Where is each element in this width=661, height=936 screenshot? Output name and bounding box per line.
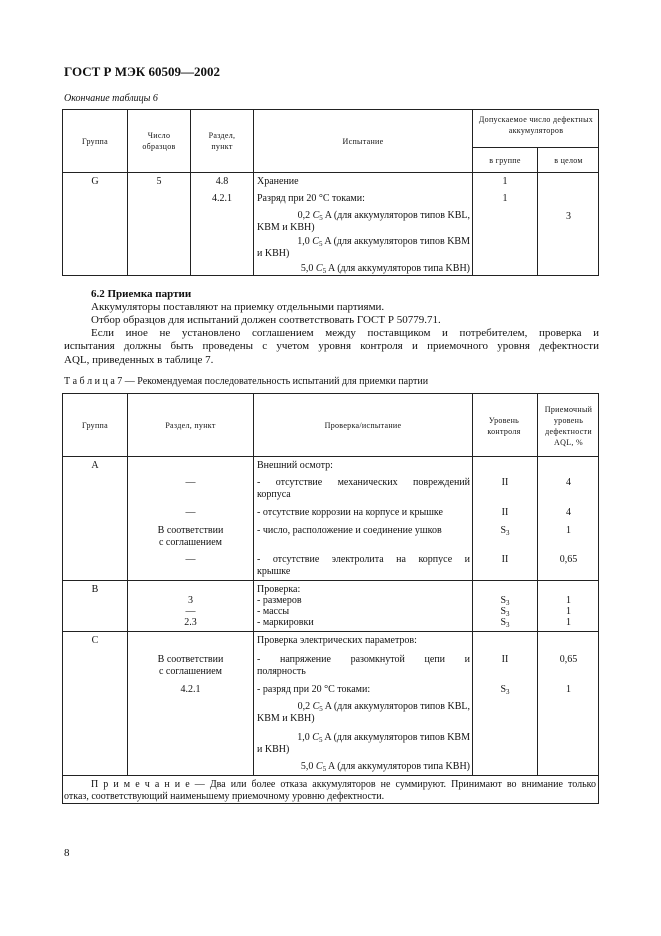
t7-b2-level: $S_3$: [500, 606, 510, 618]
t7-b2-section: —: [185, 606, 196, 617]
t7-group-a: A: [91, 460, 99, 471]
t6-header-allowed: Допускаемое число дефектных аккумуляторов: [478, 115, 594, 135]
t7-c4-text-cont: и KBH): [257, 744, 290, 755]
t6-header-group: Группа: [82, 137, 108, 146]
t7-note-cont: отказ, соответствующий наименьшему приемочному уровню дефектности.: [64, 791, 385, 802]
t7-a1-aql: 4: [566, 477, 571, 488]
t7-c1-text: - напряжение разомкнутой цепи и: [257, 654, 470, 665]
t7-a1-text: - отсутствие механических повреждений: [257, 477, 470, 488]
t7-b1-level: $S_3$: [500, 595, 510, 607]
t7-a2-section: —: [185, 507, 196, 518]
t7-b1-aql: 1: [566, 595, 571, 606]
t7-a4-aql: 0,65: [559, 554, 578, 565]
t7-b3-text: - маркировки: [257, 617, 314, 628]
t6-count: 5: [156, 176, 162, 187]
t7-c2-level: $S_3$: [500, 684, 510, 696]
t6-in-group-1: 1: [502, 176, 508, 187]
t7-c1-level: II: [501, 654, 509, 665]
t7-note: П р и м е ч а н и е — Два или более отказа аккумуляторов не суммируют. Принимают во внимание только: [91, 779, 596, 790]
t6-header-count: Число образцов: [142, 131, 176, 151]
t7-c2-section: 4.2.1: [180, 684, 201, 695]
t6-test-02-cont: KBM и KBH): [257, 222, 315, 233]
paragraph-3-line-2: испытания должны быть проведены с учетом уровня контроля и приемочного уровня дефектности: [64, 340, 599, 352]
document-header: ГОСТ Р МЭК 60509—2002: [64, 64, 220, 79]
t7-c1-section-cont: с соглашением: [158, 666, 222, 677]
t7-b2-aql: 1: [566, 606, 571, 617]
t7-b3-level: $S_3$: [500, 617, 510, 629]
t7-a2-text: - отсутствие коррозии на корпусе и крышке: [257, 507, 443, 518]
page-number: 8: [64, 847, 70, 859]
table7-caption: Т а б л и ц а 7 — Рекомендуемая последовательность испытаний для приемки партии: [64, 376, 429, 387]
t6-test-discharge: Разряд при 20 °С токами:: [257, 193, 365, 204]
t6-test-10-cont: и KBH): [257, 248, 290, 259]
t7-a4-level: II: [501, 554, 509, 565]
t7-a1-section: —: [185, 477, 196, 488]
t7-a4-text: - отсутствие электролита на корпусе и: [257, 554, 470, 565]
t6-group: G: [91, 176, 99, 187]
paragraph-2: Отбор образцов для испытаний должен соответствовать ГОСТ Р 50779.71.: [91, 314, 441, 326]
t7-header-aql: Приемочный уровень дефектности AQL, %: [544, 405, 593, 447]
t7-c3-text: 0,2 $C_5$ A (для аккумуляторов типов KBL,: [297, 701, 470, 713]
t6-total: 3: [566, 211, 571, 222]
t7-a2-level: II: [501, 507, 509, 518]
t7-a4-section: —: [185, 554, 196, 565]
t7-b1-section: 3: [188, 595, 193, 606]
t6-test-50: 5,0 $C_5$ A (для аккумуляторов типа KBH): [300, 263, 470, 275]
t7-a-title: Внешний осмотр:: [257, 460, 333, 471]
t7-b-title: Проверка:: [257, 584, 301, 595]
t7-c1-text-cont: полярность: [257, 666, 306, 677]
t7-header-section: Раздел, пункт: [165, 421, 216, 430]
t7-c1-aql: 0,65: [559, 654, 578, 665]
t7-b3-aql: 1: [566, 617, 571, 628]
t7-header-group: Группа: [82, 421, 108, 430]
t7-a2-aql: 4: [566, 507, 571, 518]
table6-caption: Окончание таблицы 6: [64, 93, 158, 104]
t7-c3-text-cont: KBM и KBH): [257, 713, 315, 724]
t7-group-c: C: [91, 635, 99, 646]
t6-section-2: 4.2.1: [212, 193, 232, 204]
t7-b2-text: - массы: [257, 606, 290, 617]
t7-a3-section-cont: с соглашением: [158, 537, 222, 548]
t6-header-total: в целом: [554, 156, 583, 165]
t6-test-storage: Хранение: [257, 176, 299, 187]
t7-a3-text: - число, расположение и соединение ушков: [257, 525, 442, 536]
t7-b3-section: 2.3: [184, 617, 197, 628]
t6-section-1: 4.8: [215, 176, 229, 187]
t7-c5-text: 5,0 $C_5$ A (для аккумуляторов типа KBH): [300, 761, 470, 773]
t6-in-group-2: 1: [502, 193, 508, 204]
paragraph-3-line-3: AQL, приведенных в таблице 7.: [64, 354, 214, 366]
t7-a1-level: II: [501, 477, 509, 488]
t7-a4-text-cont: крышке: [257, 566, 291, 577]
t7-c2-text: - разряд при 20 °С токами:: [257, 684, 371, 695]
t7-c4-text: 1,0 $C_5$ A (для аккумуляторов типов KBM: [297, 732, 470, 744]
t7-a1-text-cont: корпуса: [257, 489, 291, 500]
t6-header-in-group: в группе: [489, 156, 521, 165]
t6-header-section: Раздел, пункт: [208, 131, 236, 151]
t7-c2-aql: 1: [566, 684, 571, 695]
paragraph-3-line-1: Если иное не установлено соглашением между поставщиком и потребителем, проверка и: [91, 327, 599, 339]
t7-c1-section: В соответствии: [157, 654, 224, 665]
t7-a3-level: $S_3$: [500, 525, 510, 537]
t7-header-level: Уровень контроля: [487, 416, 521, 436]
t7-a3-section: В соответствии: [157, 525, 224, 536]
t7-c-title: Проверка электрических параметров:: [257, 635, 417, 646]
t7-a3-aql: 1: [566, 525, 571, 536]
t7-group-b: B: [91, 584, 99, 595]
t6-test-10: 1,0 $C_5$ A (для аккумуляторов типов KBM: [297, 236, 470, 248]
t6-test-02: 0,2 $C_5$ A (для аккумуляторов типов KBL,: [297, 210, 470, 222]
paragraph-1: Аккумуляторы поставляют на приемку отдельными партиями.: [91, 301, 385, 313]
section-title: 6.2 Приемка партии: [91, 288, 192, 300]
t6-header-test: Испытание: [342, 137, 384, 146]
t7-header-test: Проверка/испытание: [324, 421, 402, 430]
t7-b1-text: - размеров: [257, 595, 302, 606]
